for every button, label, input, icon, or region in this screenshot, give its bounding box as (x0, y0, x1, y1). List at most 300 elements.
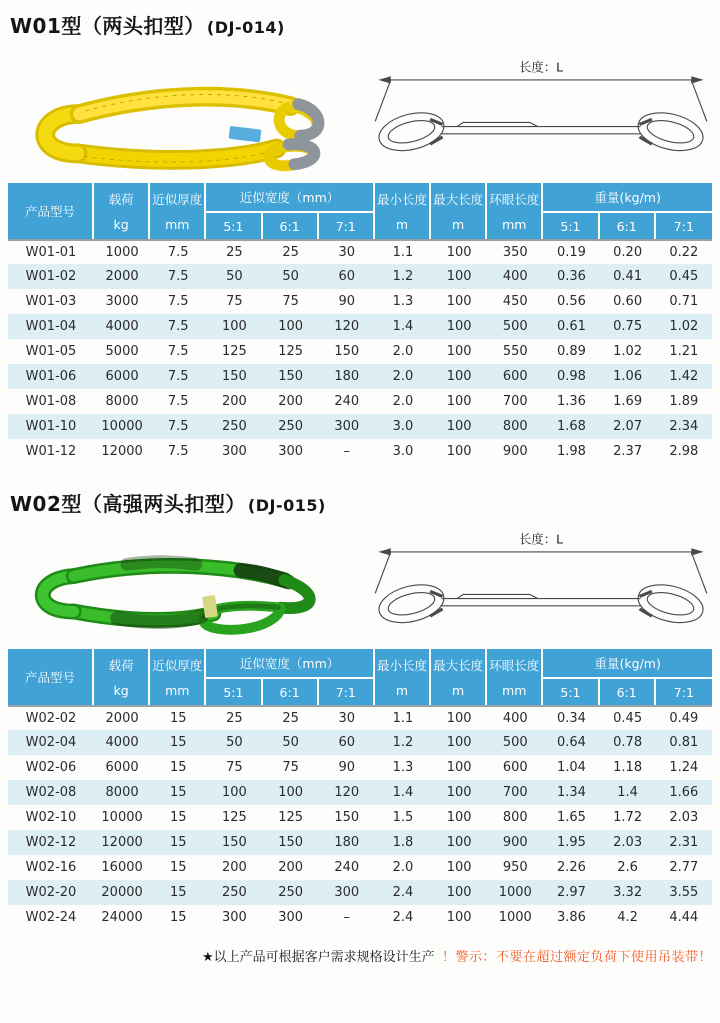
table-cell: 240 (334, 394, 360, 409)
table-cell: 180 (319, 364, 375, 389)
table-cell: 900 (487, 830, 543, 855)
table-row (8, 705, 712, 730)
header-unit: m (395, 217, 409, 232)
product-diagram-w01 (370, 43, 714, 179)
diagram-length-label: 长度：L (518, 59, 564, 75)
table-cell: 2.0 (375, 364, 431, 389)
header-text: 最小长度 (376, 658, 427, 673)
table-cell: 240 (334, 860, 360, 875)
table-cell: 2.34 (656, 414, 712, 439)
table-cell: 15 (150, 705, 206, 730)
table-cell: 125 (222, 344, 247, 359)
col-header-load (94, 649, 150, 705)
table-cell: 1000 (487, 880, 543, 905)
table-cell: 20000 (94, 880, 150, 905)
table-cell: 7.5 (150, 239, 206, 264)
table-cell: 1.2 (375, 264, 431, 289)
product-photo-w02 (6, 521, 358, 645)
table-cell: 100 (431, 830, 487, 855)
table-cell: 50 (263, 264, 319, 289)
table-cell: 100 (431, 780, 487, 805)
table-cell: 2000 (94, 705, 150, 730)
spec-table-w02 (8, 649, 712, 930)
col-header-ratio: 7:1 (656, 213, 712, 239)
table-cell: 125 (278, 810, 304, 825)
col-header-weight-group: 重量(kg/m) (543, 183, 712, 213)
table-cell: 7.5 (150, 314, 206, 339)
table-cell: 100 (431, 264, 487, 289)
table-cell: 100 (446, 344, 472, 359)
table-row (8, 314, 712, 339)
table-cell: 150 (206, 830, 262, 855)
col-header-ratio: 7:1 (656, 679, 712, 705)
table-cell: 1.04 (556, 760, 586, 775)
table-cell: 300 (319, 880, 375, 905)
table-cell: 100 (446, 760, 472, 775)
header-text: 载荷 (108, 658, 134, 673)
col-header-width-group: 近似宽度（mm） (206, 649, 375, 679)
table-row (8, 880, 712, 905)
table-cell: 1.4 (375, 780, 431, 805)
col-header-thickness (150, 649, 206, 705)
table-cell: W01-05 (25, 344, 77, 359)
table-cell: 0.49 (656, 705, 712, 730)
table-cell: 900 (502, 444, 528, 459)
table-cell: 3.55 (656, 880, 712, 905)
col-header-model (8, 183, 94, 239)
table-cell: 300 (319, 414, 375, 439)
table-cell: 2000 (94, 264, 150, 289)
table-cell: 1.42 (656, 364, 712, 389)
table-cell: 150 (206, 364, 262, 389)
header-unit: m (452, 683, 465, 698)
table-cell: 700 (487, 780, 543, 805)
table-cell: 0.22 (656, 239, 712, 264)
table-cell: 1.1 (375, 239, 431, 264)
table-cell: W01-08 (25, 394, 77, 409)
footer-note: ★以上产品可根据客户需求规格设计生产 (202, 950, 435, 965)
table-cell: 1.8 (375, 830, 431, 855)
table-cell: 50 (206, 730, 262, 755)
table-cell: 100 (446, 444, 472, 459)
table-cell: 125 (222, 810, 247, 825)
table-cell: 120 (319, 780, 375, 805)
diagram-length-label: 长度：L (518, 531, 564, 547)
col-header-model (8, 649, 94, 705)
table-cell: 90 (338, 760, 356, 775)
table-cell: 0.61 (543, 314, 599, 339)
table-cell: 150 (334, 810, 360, 825)
table-cell: 1.18 (613, 760, 643, 775)
col-header-weight-group: 重量(kg/m) (543, 649, 712, 679)
col-header-ratio: 5:1 (543, 679, 599, 705)
figures-row-w01 (0, 41, 720, 179)
table-row (8, 414, 712, 439)
title-code: (DJ-015) (247, 496, 326, 515)
header-text: 环眼长度 (489, 192, 540, 207)
table-row (8, 805, 712, 830)
table-cell: 6000 (94, 364, 150, 389)
table-cell: 2.98 (669, 444, 699, 459)
table-cell: 1.95 (543, 830, 599, 855)
col-header-max-length (431, 183, 487, 239)
table-cell: 2.07 (600, 414, 656, 439)
table-cell: 2.0 (392, 344, 414, 359)
col-header-ratio: 5:1 (206, 679, 262, 705)
table-cell: 120 (319, 314, 375, 339)
table-cell: 2.26 (556, 860, 586, 875)
table-cell: 0.20 (600, 239, 656, 264)
col-header-ratio: 7:1 (319, 213, 375, 239)
table-cell: 1.02 (656, 314, 712, 339)
table-row (8, 339, 712, 364)
table-cell: 1.4 (375, 314, 431, 339)
table-row (8, 730, 712, 755)
table-row (8, 289, 712, 314)
table-cell: W01-04 (8, 314, 94, 339)
table-cell: 250 (206, 880, 262, 905)
table-cell: 2.03 (600, 830, 656, 855)
table-cell: 1.02 (613, 344, 643, 359)
table-cell: 0.98 (543, 364, 599, 389)
table-body-w02 (8, 705, 712, 930)
table-cell: 15 (169, 810, 187, 825)
table-cell: 1.5 (392, 810, 414, 825)
table-cell: 1.72 (613, 810, 643, 825)
table-cell: 150 (334, 344, 360, 359)
table-cell: W01-02 (8, 264, 94, 289)
table-cell: 1.1 (375, 705, 431, 730)
header-unit: mm (165, 683, 190, 698)
table-cell: 200 (222, 860, 247, 875)
table-cell: W02-16 (25, 860, 77, 875)
title-code: (DJ-014) (206, 18, 285, 37)
table-cell: 0.75 (600, 314, 656, 339)
header-text: 环眼长度 (489, 658, 540, 673)
table-cell: 100 (431, 705, 487, 730)
table-cell: 300 (278, 444, 304, 459)
col-header-ratio: 6:1 (263, 213, 319, 239)
table-cell: 180 (319, 830, 375, 855)
header-text: 载荷 (108, 192, 134, 207)
table-cell: 7.5 (150, 264, 206, 289)
table-row (8, 264, 712, 289)
table-cell: W01-03 (25, 294, 77, 309)
section-title-w02 (10, 488, 720, 517)
table-cell: 1.06 (600, 364, 656, 389)
table-cell: 3.86 (556, 910, 586, 925)
figures-row-w02 (0, 519, 720, 645)
table-cell: 1000 (498, 910, 532, 925)
table-cell: 25 (206, 705, 262, 730)
table-cell: 0.45 (600, 705, 656, 730)
table-cell: W01-12 (25, 444, 77, 459)
header-unit: mm (165, 217, 190, 232)
table-cell: – (343, 444, 351, 459)
col-header-eye-length (487, 183, 543, 239)
section-title-w01 (10, 10, 720, 39)
table-cell: 16000 (101, 860, 143, 875)
table-cell: 2.03 (669, 810, 699, 825)
spec-table-w01 (8, 183, 712, 464)
table-cell: 700 (502, 394, 528, 409)
table-cell: 350 (487, 239, 543, 264)
table-cell: 24000 (101, 910, 143, 925)
table-cell: 2.31 (656, 830, 712, 855)
table-cell: 1.36 (556, 394, 586, 409)
table-row (8, 755, 712, 780)
table-cell: 1.89 (669, 394, 699, 409)
table-cell: 0.81 (656, 730, 712, 755)
table-cell: 4000 (94, 730, 150, 755)
table-cell: 950 (502, 860, 528, 875)
table-cell: 7.5 (167, 394, 189, 409)
header-unit: mm (502, 683, 527, 698)
table-cell: 250 (263, 414, 319, 439)
table-cell: 100 (431, 239, 487, 264)
table-cell: 7.5 (167, 294, 189, 309)
table-cell: W02-12 (8, 830, 94, 855)
title-text: W02型（高强两头扣型） (10, 492, 246, 516)
table-cell: 100 (431, 314, 487, 339)
table-cell: 25 (263, 239, 319, 264)
header-text: 最小长度 (376, 192, 427, 207)
table-cell: 15 (169, 760, 187, 775)
table-cell: W02-02 (8, 705, 94, 730)
table-row (8, 239, 712, 264)
table-cell: 0.41 (600, 264, 656, 289)
table-cell: 10000 (101, 810, 143, 825)
header-unit: m (395, 683, 409, 698)
table-cell: 250 (263, 880, 319, 905)
table-cell: 100 (263, 780, 319, 805)
table-cell: 25 (206, 239, 262, 264)
table-cell: 600 (487, 364, 543, 389)
header-text: 产品型号 (24, 204, 75, 219)
col-header-max-length (431, 649, 487, 705)
table-body-w01 (8, 239, 712, 464)
table-cell: 4.44 (669, 910, 699, 925)
sling-diagram (370, 43, 712, 179)
footer (0, 946, 720, 965)
table-cell: 400 (487, 264, 543, 289)
table-cell: 100 (446, 294, 472, 309)
table-cell: 150 (263, 830, 319, 855)
table-row (8, 830, 712, 855)
table-cell: 0.78 (600, 730, 656, 755)
table-cell: 1.4 (600, 780, 656, 805)
table-cell: W01-01 (8, 239, 94, 264)
header-text: 最大长度 (433, 658, 484, 673)
title-text: W01型（两头扣型） (10, 14, 205, 38)
table-cell: 15 (150, 780, 206, 805)
col-header-eye-length (487, 649, 543, 705)
table-cell: W02-04 (8, 730, 94, 755)
table-cell: 7.5 (150, 364, 206, 389)
table-cell: 300 (222, 910, 247, 925)
col-header-load (94, 183, 150, 239)
sling-diagram (370, 521, 712, 645)
table-cell: 30 (319, 705, 375, 730)
table-header-w02 (8, 649, 712, 705)
table-cell: 4000 (94, 314, 150, 339)
table-cell: 0.45 (656, 264, 712, 289)
header-unit: kg (113, 683, 129, 698)
table-row (8, 439, 712, 464)
table-cell: 60 (319, 730, 375, 755)
table-cell: 2.77 (669, 860, 699, 875)
table-cell: W02-24 (25, 910, 77, 925)
table-cell: 1.3 (392, 294, 414, 309)
header-text: 最大长度 (433, 192, 484, 207)
table-cell: 200 (278, 860, 304, 875)
table-cell: 200 (222, 394, 247, 409)
table-cell: 500 (487, 730, 543, 755)
table-cell: 125 (278, 344, 304, 359)
table-cell: 6000 (105, 760, 139, 775)
table-row (8, 855, 712, 880)
header-unit: m (452, 217, 465, 232)
col-header-ratio: 7:1 (319, 679, 375, 705)
col-header-min-length (375, 649, 431, 705)
table-row (8, 364, 712, 389)
table-cell: 1.98 (556, 444, 586, 459)
table-cell: 15 (150, 880, 206, 905)
table-cell: 7.5 (167, 344, 189, 359)
header-unit: kg (113, 217, 129, 232)
table-cell: 800 (487, 414, 543, 439)
table-cell: 8000 (94, 780, 150, 805)
table-row (8, 905, 712, 930)
table-cell: 300 (222, 444, 247, 459)
table-cell: 90 (338, 294, 356, 309)
table-cell: 0.56 (556, 294, 586, 309)
table-cell: 300 (278, 910, 304, 925)
table-cell: 1000 (94, 239, 150, 264)
table-cell: 100 (431, 364, 487, 389)
table-row (8, 389, 712, 414)
table-cell: 600 (502, 760, 528, 775)
table-cell: 0.64 (543, 730, 599, 755)
table-cell: 100 (206, 780, 262, 805)
table-cell: 100 (446, 810, 472, 825)
table-header-w01 (8, 183, 712, 239)
table-cell: 150 (263, 364, 319, 389)
table-cell: 100 (446, 860, 472, 875)
product-diagram-w02 (370, 521, 714, 645)
table-cell: 2.4 (375, 880, 431, 905)
table-cell: 2.0 (392, 860, 414, 875)
table-cell: 100 (263, 314, 319, 339)
table-cell: 75 (226, 760, 243, 775)
table-cell: 1.2 (375, 730, 431, 755)
table-cell: 50 (206, 264, 262, 289)
table-cell: 0.19 (543, 239, 599, 264)
header-unit: mm (502, 217, 527, 232)
header-text: 近似厚度 (152, 658, 203, 673)
table-cell: 3.32 (600, 880, 656, 905)
table-cell: 0.60 (613, 294, 643, 309)
table-cell: 4.2 (617, 910, 638, 925)
table-cell: 8000 (105, 394, 139, 409)
col-header-width-group: 近似宽度（mm） (206, 183, 375, 213)
table-cell: 200 (278, 394, 304, 409)
table-cell: 0.34 (543, 705, 599, 730)
table-cell: 1.69 (613, 394, 643, 409)
table-cell: 15 (169, 860, 187, 875)
table-cell: 100 (206, 314, 262, 339)
table-cell: 550 (502, 344, 528, 359)
table-cell: 2.4 (392, 910, 414, 925)
table-cell: W01-10 (8, 414, 94, 439)
table-cell: W02-06 (25, 760, 77, 775)
table-cell: 75 (282, 760, 299, 775)
table-cell: 100 (431, 730, 487, 755)
col-header-ratio: 5:1 (543, 213, 599, 239)
table-cell: 100 (446, 394, 472, 409)
header-text: 产品型号 (24, 670, 75, 685)
table-cell: 0.71 (669, 294, 699, 309)
table-cell: 2.97 (543, 880, 599, 905)
table-cell: 75 (226, 294, 243, 309)
footer-warning: ！警示：不要在超过额定负荷下使用吊装带！ (441, 950, 712, 965)
table-cell: 1.3 (392, 760, 414, 775)
table-cell: W02-20 (8, 880, 94, 905)
table-cell: 2.37 (613, 444, 643, 459)
table-cell: 100 (431, 880, 487, 905)
product-photo-w01 (6, 43, 358, 179)
table-cell: 10000 (94, 414, 150, 439)
table-cell: 1.21 (669, 344, 699, 359)
table-cell: 1.66 (656, 780, 712, 805)
table-cell: 75 (282, 294, 299, 309)
table-cell: W02-10 (25, 810, 77, 825)
catalog-page (0, 10, 720, 1023)
table-cell: 60 (319, 264, 375, 289)
table-cell: 0.36 (543, 264, 599, 289)
table-row (8, 780, 712, 805)
table-cell: 1.34 (543, 780, 599, 805)
table-cell: W01-06 (8, 364, 94, 389)
col-header-ratio: 6:1 (600, 679, 656, 705)
table-cell: 100 (431, 414, 487, 439)
table-cell: 12000 (94, 830, 150, 855)
table-cell: 7.5 (167, 444, 189, 459)
col-header-thickness (150, 183, 206, 239)
table-cell: 30 (319, 239, 375, 264)
header-text: 近似厚度 (152, 192, 203, 207)
table-cell: 15 (150, 830, 206, 855)
table-cell: 1.68 (543, 414, 599, 439)
table-cell: 3.0 (375, 414, 431, 439)
table-cell: – (343, 910, 351, 925)
green-sling-image (6, 521, 358, 645)
table-cell: 800 (502, 810, 528, 825)
table-cell: 100 (446, 910, 472, 925)
col-header-min-length (375, 183, 431, 239)
table-cell: 250 (206, 414, 262, 439)
table-cell: 5000 (105, 344, 139, 359)
table-cell: 500 (487, 314, 543, 339)
col-header-ratio: 6:1 (600, 213, 656, 239)
table-cell: 12000 (101, 444, 143, 459)
col-header-ratio: 6:1 (263, 679, 319, 705)
table-cell: 3000 (105, 294, 139, 309)
table-cell: W02-08 (8, 780, 94, 805)
table-cell: 0.89 (556, 344, 586, 359)
table-cell: 50 (263, 730, 319, 755)
table-cell: 2.0 (392, 394, 414, 409)
